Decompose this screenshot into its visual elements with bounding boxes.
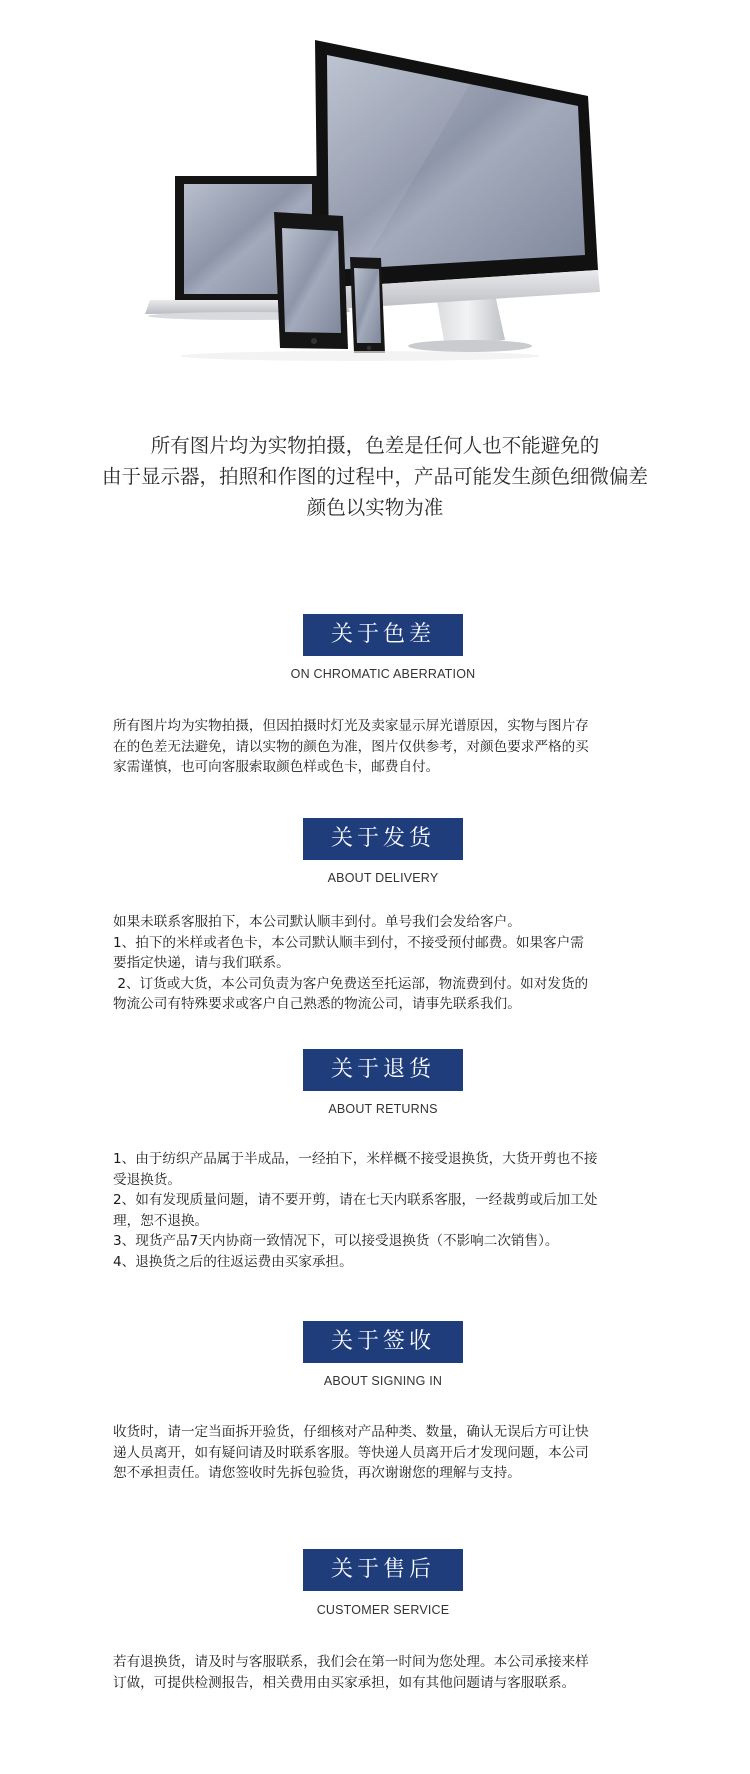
body-line: 若有退换货，请及时与客服联系，我们会在第一时间为您处理。本公司承接来样 <box>113 1654 589 1670</box>
section-subtitle: ABOUT RETURNS <box>328 1102 438 1116</box>
body-line: 家需谨慎，也可向客服索取颜色样或色卡，邮费自付。 <box>113 759 440 775</box>
body-line: 所有图片均为实物拍摄，但因拍摄时灯光及卖家显示屏光谱原因，实物与图片存 <box>113 718 589 734</box>
body-line: 受退换货。 <box>113 1171 181 1188</box>
body-line: 恕不承担责任。请您签收时先拆包验货，再次谢谢您的理解与支持。 <box>113 1465 521 1481</box>
section-title-banner: 关于签收 <box>303 1321 463 1363</box>
body-line: 如果未联系客服拍下，本公司默认顺丰到付。单号我们会发给客户。 <box>113 914 521 930</box>
body-line: 物流公司有特殊要求或客户自己熟悉的物流公司，请事先联系我们。 <box>113 996 521 1012</box>
section-title-banner: 关于发货 <box>303 818 463 860</box>
body-line: 要指定快递，请与我们联系。 <box>113 955 290 971</box>
intro-line: 由于显示器，拍照和作图的过程中，产品可能发生颜色细微偏差 <box>101 465 648 488</box>
section-subtitle: ABOUT SIGNING IN <box>323 1374 443 1388</box>
section-title-banner: 关于退货 <box>303 1049 463 1091</box>
section-body <box>113 1652 673 1693</box>
section-body <box>113 1422 673 1484</box>
section-body <box>113 1149 673 1272</box>
intro-notice <box>0 430 750 523</box>
body-line: 订做，可提供检测报告，相关费用由买家承担，如有其他问题请与客服联系。 <box>113 1674 576 1691</box>
body-line: 理，恕不退换。 <box>113 1212 209 1229</box>
devices-illustration <box>0 0 750 370</box>
intro-line: 所有图片均为实物拍摄，色差是任何人也不能避免的 <box>150 434 600 457</box>
intro-line: 颜色以实物为准 <box>306 496 444 519</box>
section-title-banner: 关于色差 <box>303 614 463 656</box>
body-line: 4、退换货之后的往返运费由买家承担。 <box>113 1253 353 1270</box>
body-line: 2、如有发现质量问题，请不要开剪，请在七天内联系客服，一经裁剪或后加工处 <box>113 1192 598 1208</box>
tablet-shape <box>274 212 348 349</box>
section-subtitle: CUSTOMER SERVICE <box>316 1603 450 1617</box>
body-line: 递人员离开，如有疑问请及时联系客服。等快递人员离开后才发现问题，本公司 <box>113 1444 589 1461</box>
body-line: 1、拍下的米样或者色卡，本公司默认顺丰到付，不接受预付邮费。如果客户需 <box>113 934 584 951</box>
body-line: 3、现货产品7天内协商一致情况下，可以接受退换货（不影响二次销售）。 <box>113 1233 559 1249</box>
body-line: 在的色差无法避免，请以实物的颜色为准，图片仅供参考，对颜色要求严格的买 <box>113 738 589 755</box>
section-subtitle: ABOUT DELIVERY <box>327 871 439 885</box>
section-body <box>113 912 673 1015</box>
phone-shape <box>350 257 385 353</box>
section-body <box>113 716 673 778</box>
section-subtitle: ON CHROMATIC ABERRATION <box>290 667 476 681</box>
section-title-banner: 关于售后 <box>303 1549 463 1591</box>
body-line: 2、订货或大货，本公司负责为客户免费送至托运部，物流费到付。如对发货的 <box>113 975 589 992</box>
body-line: 1、由于纺织产品属于半成品，一经拍下，米样概不接受退换货，大货开剪也不接 <box>113 1151 598 1167</box>
body-line: 收货时，请一定当面拆开验货，仔细核对产品种类、数量，确认无误后方可让快 <box>113 1424 589 1440</box>
